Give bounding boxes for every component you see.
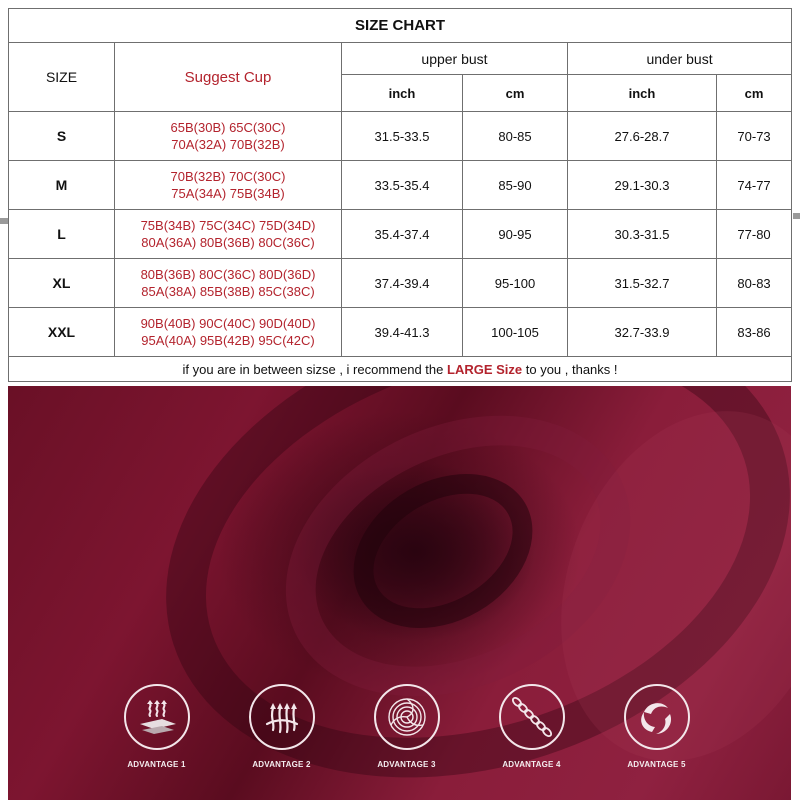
cup-line: 65B(30B) 65C(30C) <box>170 120 286 135</box>
cup-cell <box>115 112 342 161</box>
advantage-item <box>371 684 443 769</box>
cup-line: 95A(40A) 95B(42B) 95C(42C) <box>141 333 315 348</box>
header-upper-inch: inch <box>342 75 463 112</box>
upper-inch-cell: 31.5-33.5 <box>342 112 463 161</box>
fabric-swatch-image <box>8 386 791 800</box>
advantage-item <box>496 684 568 769</box>
under-inch-cell: 30.3-31.5 <box>568 210 717 259</box>
header-under-cm: cm <box>717 75 792 112</box>
breathable-layers-icon <box>124 684 190 750</box>
table-row <box>9 161 792 210</box>
under-cm-cell: 70-73 <box>717 112 792 161</box>
cup-cell <box>115 259 342 308</box>
upper-cm-cell: 90-95 <box>463 210 568 259</box>
cup-cell <box>115 308 342 357</box>
advantage-item <box>246 684 318 769</box>
upper-cm-cell: 85-90 <box>463 161 568 210</box>
upper-inch-cell: 35.4-37.4 <box>342 210 463 259</box>
note-text: to you , thanks ! <box>522 361 618 377</box>
note-text: if you are in between sizse , i recommend the <box>182 361 447 377</box>
under-inch-cell: 31.5-32.7 <box>568 259 717 308</box>
chart-title: SIZE CHART <box>9 9 792 43</box>
cup-line: 80A(36A) 80B(36B) 80C(36C) <box>141 235 315 250</box>
size-recommendation-note <box>9 357 792 382</box>
wool-swirl-icon <box>374 684 440 750</box>
header-upper-cm: cm <box>463 75 568 112</box>
advantages-row <box>8 684 791 769</box>
size-cell: M <box>9 161 115 210</box>
advantage-label: ADVANTAGE 1 <box>127 760 186 769</box>
upper-cm-cell: 100-105 <box>463 308 568 357</box>
left-edge-marker <box>0 218 8 224</box>
upper-inch-cell: 33.5-35.4 <box>342 161 463 210</box>
header-under-inch: inch <box>568 75 717 112</box>
header-suggest-cup: Suggest Cup <box>115 43 342 112</box>
under-inch-cell: 32.7-33.9 <box>568 308 717 357</box>
upper-inch-cell: 39.4-41.3 <box>342 308 463 357</box>
note-highlight: LARGE Size <box>447 361 523 377</box>
under-cm-cell: 83-86 <box>717 308 792 357</box>
recycle-swirl-icon <box>624 684 690 750</box>
size-cell: XXL <box>9 308 115 357</box>
cup-line: 70A(32A) 70B(32B) <box>171 137 285 152</box>
cup-line: 70B(32B) 70C(30C) <box>170 169 286 184</box>
cup-cell <box>115 210 342 259</box>
cup-cell <box>115 161 342 210</box>
size-cell: S <box>9 112 115 161</box>
upper-inch-cell: 37.4-39.4 <box>342 259 463 308</box>
advantage-label: ADVANTAGE 3 <box>377 760 436 769</box>
size-chart-table <box>8 8 792 382</box>
upper-cm-cell: 95-100 <box>463 259 568 308</box>
under-cm-cell: 77-80 <box>717 210 792 259</box>
under-inch-cell: 27.6-28.7 <box>568 112 717 161</box>
header-under-bust: under bust <box>568 43 792 75</box>
right-edge-marker <box>793 213 800 219</box>
header-size: SIZE <box>9 43 115 112</box>
table-row <box>9 259 792 308</box>
size-cell: L <box>9 210 115 259</box>
under-cm-cell: 74-77 <box>717 161 792 210</box>
table-row <box>9 308 792 357</box>
twisted-rope-icon <box>499 684 565 750</box>
header-upper-bust: upper bust <box>342 43 568 75</box>
advantage-label: ADVANTAGE 2 <box>252 760 311 769</box>
table-row <box>9 112 792 161</box>
cup-line: 90B(40B) 90C(40C) 90D(40D) <box>140 316 316 331</box>
moisture-wicking-icon <box>249 684 315 750</box>
under-cm-cell: 80-83 <box>717 259 792 308</box>
cup-line: 80B(36B) 80C(36C) 80D(36D) <box>140 267 316 282</box>
cup-line: 75B(34B) 75C(34C) 75D(34D) <box>140 218 316 233</box>
advantage-label: ADVANTAGE 5 <box>627 760 686 769</box>
advantage-label: ADVANTAGE 4 <box>502 760 561 769</box>
advantage-item <box>621 684 693 769</box>
size-cell: XL <box>9 259 115 308</box>
under-inch-cell: 29.1-30.3 <box>568 161 717 210</box>
upper-cm-cell: 80-85 <box>463 112 568 161</box>
cup-line: 75A(34A) 75B(34B) <box>171 186 285 201</box>
table-row <box>9 210 792 259</box>
cup-line: 85A(38A) 85B(38B) 85C(38C) <box>141 284 315 299</box>
advantage-item <box>121 684 193 769</box>
